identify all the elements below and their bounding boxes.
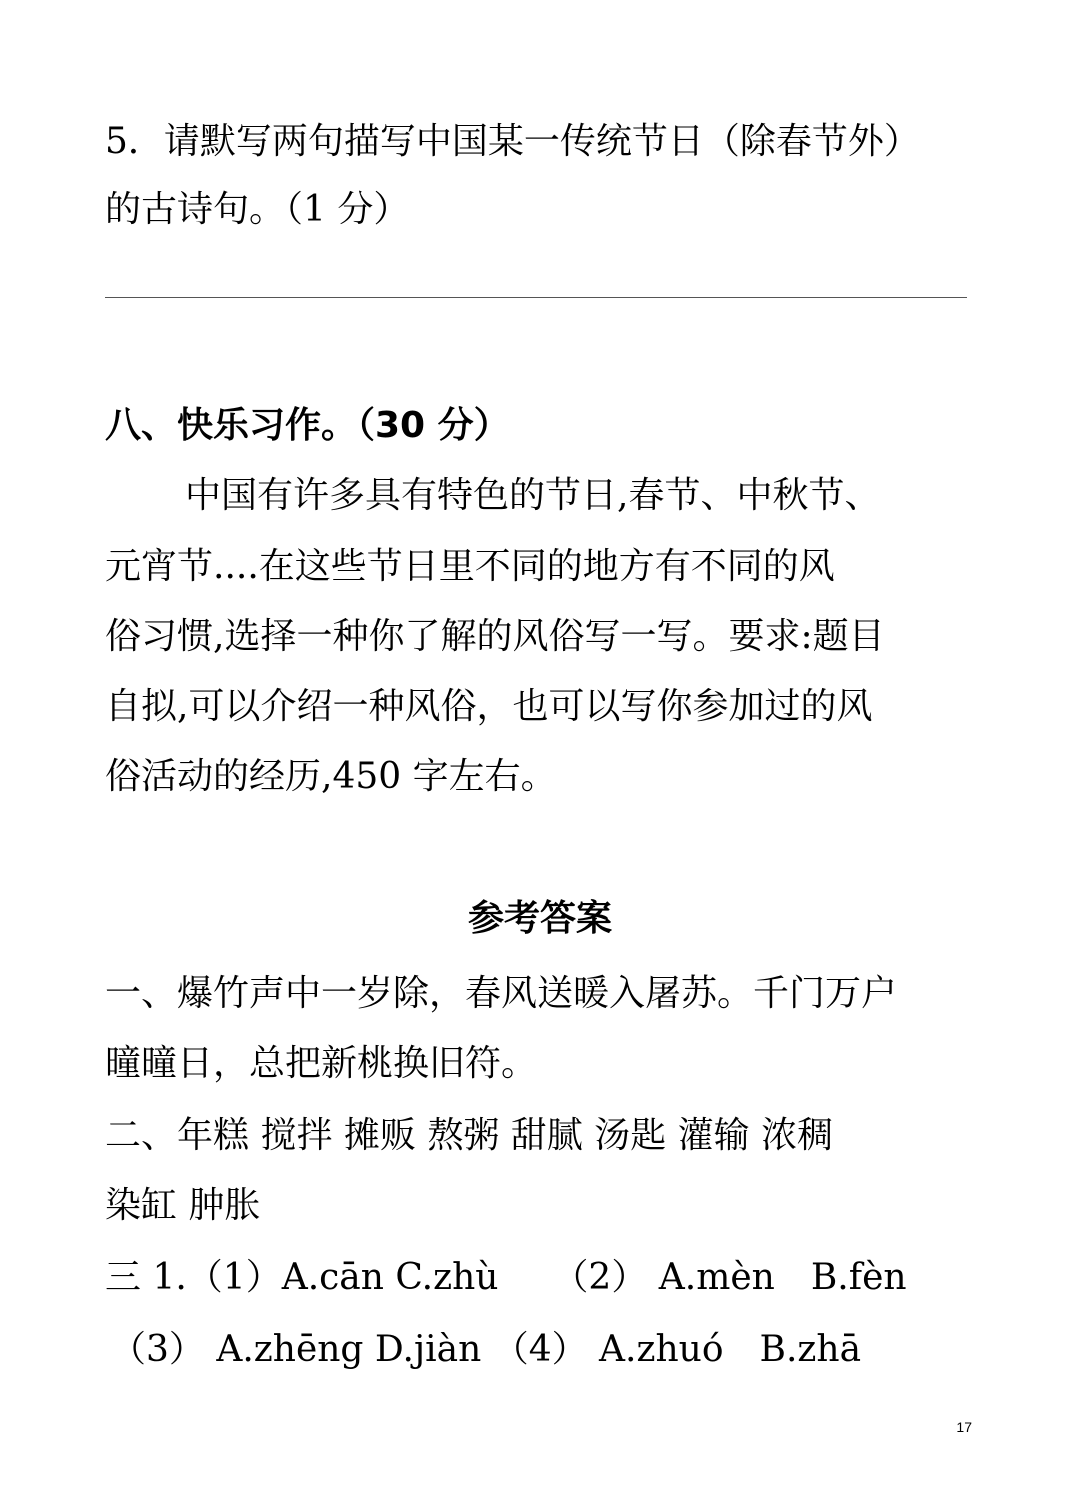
answer-part-2-line: 染缸 肿胀 <box>105 1185 261 1226</box>
answer-part-3-line: （3） A.zhēng D.jiàn （4） A.zhuó B.zhā <box>110 1329 862 1370</box>
section-8-paragraph-line: 俗活动的经历,450 字左右。 <box>105 756 557 797</box>
answer-part-2-line: 二、年糕 搅拌 摊贩 熬粥 甜腻 汤匙 灌输 浓稠 <box>105 1115 834 1156</box>
section-8-paragraph-line: 自拟,可以介绍一种风俗，也可以写你参加过的风 <box>105 686 873 727</box>
page-number: 17 <box>956 1419 972 1435</box>
answer-part-1-line: 一、爆竹声中一岁除，春风送暖入屠苏。千门万户 <box>105 973 898 1014</box>
answer-blank-line <box>105 297 967 298</box>
question-5-line-1: 5．请默写两句描写中国某一传统节日（除春节外） <box>105 121 920 162</box>
section-8-paragraph-line: 元宵节....在这些节日里不同的地方有不同的风 <box>105 546 835 587</box>
section-8-heading: 八、快乐习作。（30 分） <box>105 405 510 446</box>
question-5-line-2: 的古诗句。（1 分） <box>105 189 410 230</box>
answer-part-3-line: 三 1.（1）A.cān C.zhù （2） A.mèn B.fèn <box>105 1257 907 1298</box>
section-8-paragraph-line: 俗习惯,选择一种你了解的风俗写一写。要求:题目 <box>105 616 885 657</box>
answer-key-title: 参考答案 <box>467 898 612 939</box>
section-8-paragraph-line: 中国有许多具有特色的节日,春节、中秋节、 <box>185 475 881 516</box>
answer-part-1-line: 曈曈日，总把新桃换旧符。 <box>105 1043 538 1084</box>
